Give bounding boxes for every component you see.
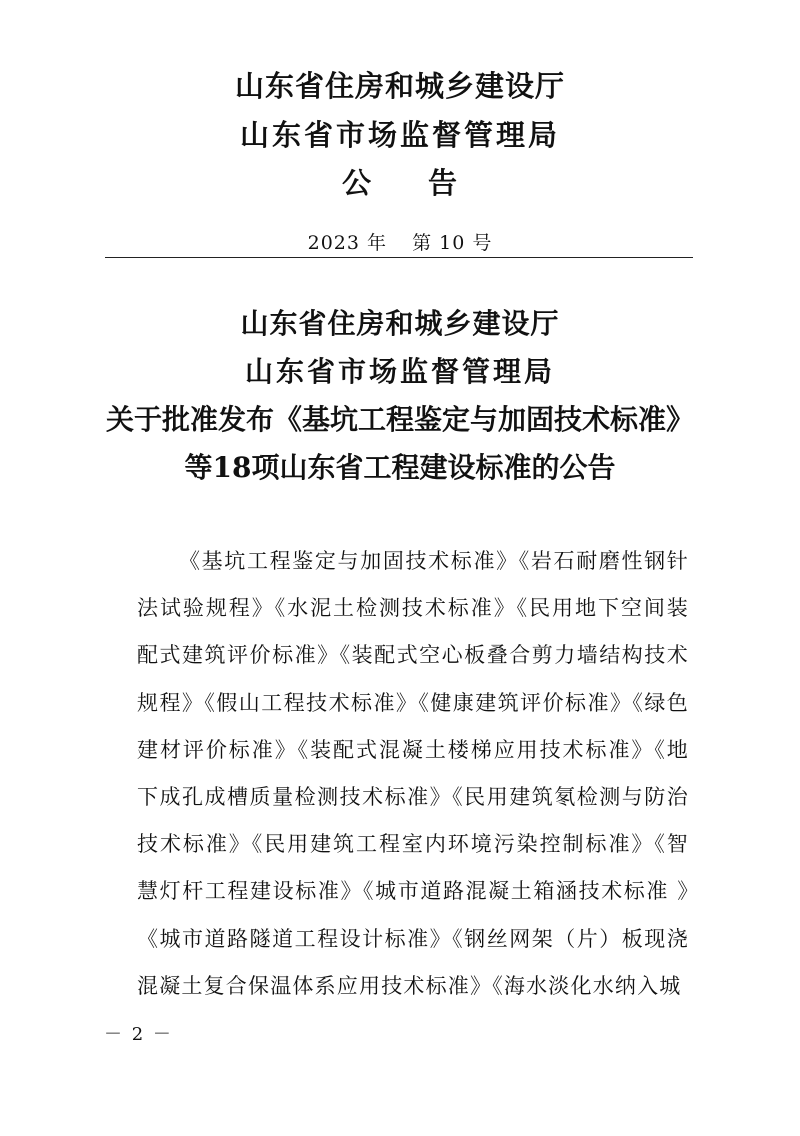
document-type-char-2: 告 — [428, 166, 459, 200]
header-divider — [105, 257, 693, 258]
issue-number-value: 10 — [439, 232, 466, 254]
body-paragraph: 《基坑工程鉴定与加固技术标准》《岩石耐磨性钢针法试验规程》《水泥土检测技术标准》《民用地下空间装配式建筑评价标准》《装配式空心板叠合剪力墙结构技术规程》《假山工程技术标准》《健康建筑评价标准》《绿色建材评价标准》《装配式混凝土楼梯应用技术标准》《地下成孔成槽质量检测技术标准》《民用建筑氡检测与防治技术标准》《民用建筑工程室内环境污染控制标准》《智慧灯杆工程建设标准》《城市道路混凝土箱涵技术标准 》《城市道路隧道工程设计标准》《钢丝网架（片）板现浇混凝土复合保温体系应用技术标准》《海水淡化水纳入城 — [137, 549, 689, 998]
document-type — [0, 161, 800, 202]
issue-year: 2023 — [307, 232, 360, 254]
title-line-3: 关于批准发布《基坑工程鉴定与加固技术标准》 — [105, 403, 694, 436]
title-line-2: 山东省市场监督管理局 — [244, 355, 555, 388]
issue-number-unit: 号 — [472, 232, 493, 254]
document-type-char-1: 公 — [341, 166, 372, 200]
page-number: － 2 － — [104, 1024, 173, 1045]
issue-year-unit: 年 — [367, 232, 388, 254]
title-line-1: 山东省住房和城乡建设厅 — [240, 307, 560, 340]
issuer-name-2: 山东省市场监督管理局 — [239, 118, 560, 152]
issue-number-prefix: 第 — [412, 232, 433, 254]
title-line-4: 等18项山东省工程建设标准的公告 — [184, 451, 616, 484]
issue-number — [0, 228, 800, 255]
issuer-name-1: 山东省住房和城乡建设厅 — [234, 69, 565, 103]
